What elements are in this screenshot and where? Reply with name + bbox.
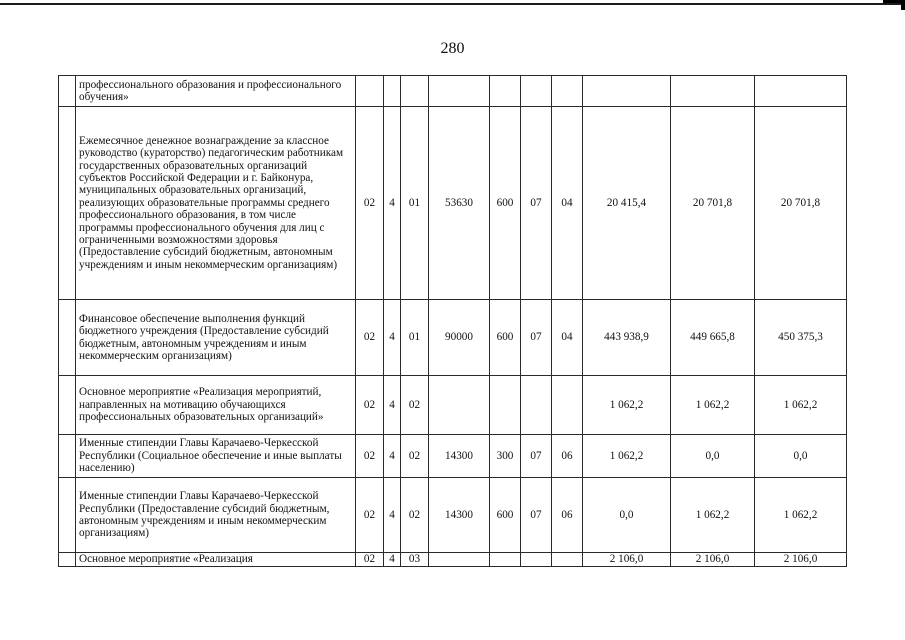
direction-code-cell bbox=[429, 376, 490, 435]
expense-type-cell: 300 bbox=[490, 435, 521, 478]
amount-year-1-cell bbox=[583, 76, 671, 107]
amount-year-2-cell: 1 062,2 bbox=[671, 478, 755, 553]
subsection-cell: 04 bbox=[552, 107, 583, 300]
row-name-cell: Именные стипендии Главы Карачаево-Черкесской Республики (Социальное обеспечение и иные выплаты населению) bbox=[76, 435, 356, 478]
program-code-cell: 02 bbox=[356, 435, 384, 478]
activity-code-cell bbox=[401, 76, 429, 107]
amount-year-3-cell: 20 701,8 bbox=[755, 107, 847, 300]
program-code-cell bbox=[356, 76, 384, 107]
subsection-cell: 06 bbox=[552, 478, 583, 553]
section-cell: 07 bbox=[521, 107, 552, 300]
amount-year-2-cell: 2 106,0 bbox=[671, 553, 755, 567]
index-cell bbox=[59, 376, 76, 435]
section-cell: 07 bbox=[521, 300, 552, 376]
program-code-cell: 02 bbox=[356, 478, 384, 553]
amount-year-3-cell: 450 375,3 bbox=[755, 300, 847, 376]
amount-year-2-cell: 0,0 bbox=[671, 435, 755, 478]
row-name-cell: Финансовое обеспечение выполнения функций бюджетного учреждения (Предоставление субсидий бюджетным, автономным учреждениям и иным некоммерческим организациям) bbox=[76, 300, 356, 376]
subsection-cell bbox=[552, 376, 583, 435]
subsection-cell: 04 bbox=[552, 300, 583, 376]
amount-year-2-cell: 449 665,8 bbox=[671, 300, 755, 376]
activity-code-cell: 01 bbox=[401, 107, 429, 300]
section-cell: 07 bbox=[521, 435, 552, 478]
index-cell bbox=[59, 300, 76, 376]
subprogram-code-cell: 4 bbox=[384, 478, 401, 553]
amount-year-3-cell bbox=[755, 76, 847, 107]
expense-type-cell bbox=[490, 76, 521, 107]
amount-year-1-cell: 443 938,9 bbox=[583, 300, 671, 376]
top-border-line bbox=[0, 3, 905, 5]
amount-year-1-cell: 0,0 bbox=[583, 478, 671, 553]
section-cell bbox=[521, 76, 552, 107]
program-code-cell: 02 bbox=[356, 376, 384, 435]
page-number: 280 bbox=[440, 40, 465, 57]
amount-year-1-cell: 1 062,2 bbox=[583, 435, 671, 478]
subprogram-code-cell: 4 bbox=[384, 376, 401, 435]
amount-year-3-cell: 1 062,2 bbox=[755, 376, 847, 435]
index-cell bbox=[59, 478, 76, 553]
section-cell bbox=[521, 376, 552, 435]
amount-year-2-cell: 1 062,2 bbox=[671, 376, 755, 435]
direction-code-cell: 90000 bbox=[429, 300, 490, 376]
subsection-cell: 06 bbox=[552, 435, 583, 478]
subprogram-code-cell: 4 bbox=[384, 435, 401, 478]
expense-type-cell: 600 bbox=[490, 107, 521, 300]
amount-year-1-cell: 1 062,2 bbox=[583, 376, 671, 435]
amount-year-1-cell: 2 106,0 bbox=[583, 553, 671, 567]
subprogram-code-cell bbox=[384, 76, 401, 107]
row-name-cell: Основное мероприятие «Реализация bbox=[76, 553, 356, 567]
table-row bbox=[59, 376, 847, 435]
table-row bbox=[59, 478, 847, 553]
amount-year-2-cell: 20 701,8 bbox=[671, 107, 755, 300]
corner-mark bbox=[883, 0, 905, 10]
program-code-cell: 02 bbox=[356, 107, 384, 300]
amount-year-1-cell: 20 415,4 bbox=[583, 107, 671, 300]
activity-code-cell: 02 bbox=[401, 376, 429, 435]
subprogram-code-cell: 4 bbox=[384, 107, 401, 300]
table-row bbox=[59, 76, 847, 107]
direction-code-cell: 14300 bbox=[429, 435, 490, 478]
index-cell bbox=[59, 553, 76, 567]
row-name-cell: Ежемесячное денежное вознаграждение за классное руководство (кураторство) педагогическим работникам государственных образовательных организаций субъектов Российской Федерации и г. Байконура, муниципальных образовательных организаций, реализующих образовательные программы среднего профессионального образования, в том числе программы профессионального обучения для лиц с ограниченными возможностями здоровья (Предоставление субсидий бюджетным, автономным учреждениям и иным некоммерческим организациям) bbox=[76, 107, 356, 300]
amount-year-3-cell: 0,0 bbox=[755, 435, 847, 478]
expense-type-cell bbox=[490, 553, 521, 567]
direction-code-cell: 14300 bbox=[429, 478, 490, 553]
section-cell: 07 bbox=[521, 478, 552, 553]
subsection-cell bbox=[552, 553, 583, 567]
row-name-cell: Основное мероприятие «Реализация мероприятий, направленных на мотивацию обучающихся профессиональных образовательных организаций» bbox=[76, 376, 356, 435]
table-row bbox=[59, 435, 847, 478]
direction-code-cell bbox=[429, 553, 490, 567]
subsection-cell bbox=[552, 76, 583, 107]
subprogram-code-cell: 4 bbox=[384, 300, 401, 376]
activity-code-cell: 02 bbox=[401, 478, 429, 553]
amount-year-3-cell: 1 062,2 bbox=[755, 478, 847, 553]
index-cell bbox=[59, 435, 76, 478]
section-cell bbox=[521, 553, 552, 567]
index-cell bbox=[59, 107, 76, 300]
table-row bbox=[59, 107, 847, 300]
program-code-cell: 02 bbox=[356, 553, 384, 567]
activity-code-cell: 01 bbox=[401, 300, 429, 376]
activity-code-cell: 02 bbox=[401, 435, 429, 478]
expense-type-cell: 600 bbox=[490, 300, 521, 376]
amount-year-3-cell: 2 106,0 bbox=[755, 553, 847, 567]
expense-type-cell: 600 bbox=[490, 478, 521, 553]
table-row bbox=[59, 300, 847, 376]
direction-code-cell: 53630 bbox=[429, 107, 490, 300]
subprogram-code-cell: 4 bbox=[384, 553, 401, 567]
row-name-cell: профессионального образования и профессионального обучения» bbox=[76, 76, 356, 107]
table-row bbox=[59, 553, 847, 567]
program-code-cell: 02 bbox=[356, 300, 384, 376]
activity-code-cell: 03 bbox=[401, 553, 429, 567]
direction-code-cell bbox=[429, 76, 490, 107]
row-name-cell: Именные стипендии Главы Карачаево-Черкесской Республики (Предоставление субсидий бюджетным, автономным учреждениям и иным некоммерческим организациям) bbox=[76, 478, 356, 553]
amount-year-2-cell bbox=[671, 76, 755, 107]
index-cell bbox=[59, 76, 76, 107]
budget-table bbox=[58, 75, 847, 567]
expense-type-cell bbox=[490, 376, 521, 435]
